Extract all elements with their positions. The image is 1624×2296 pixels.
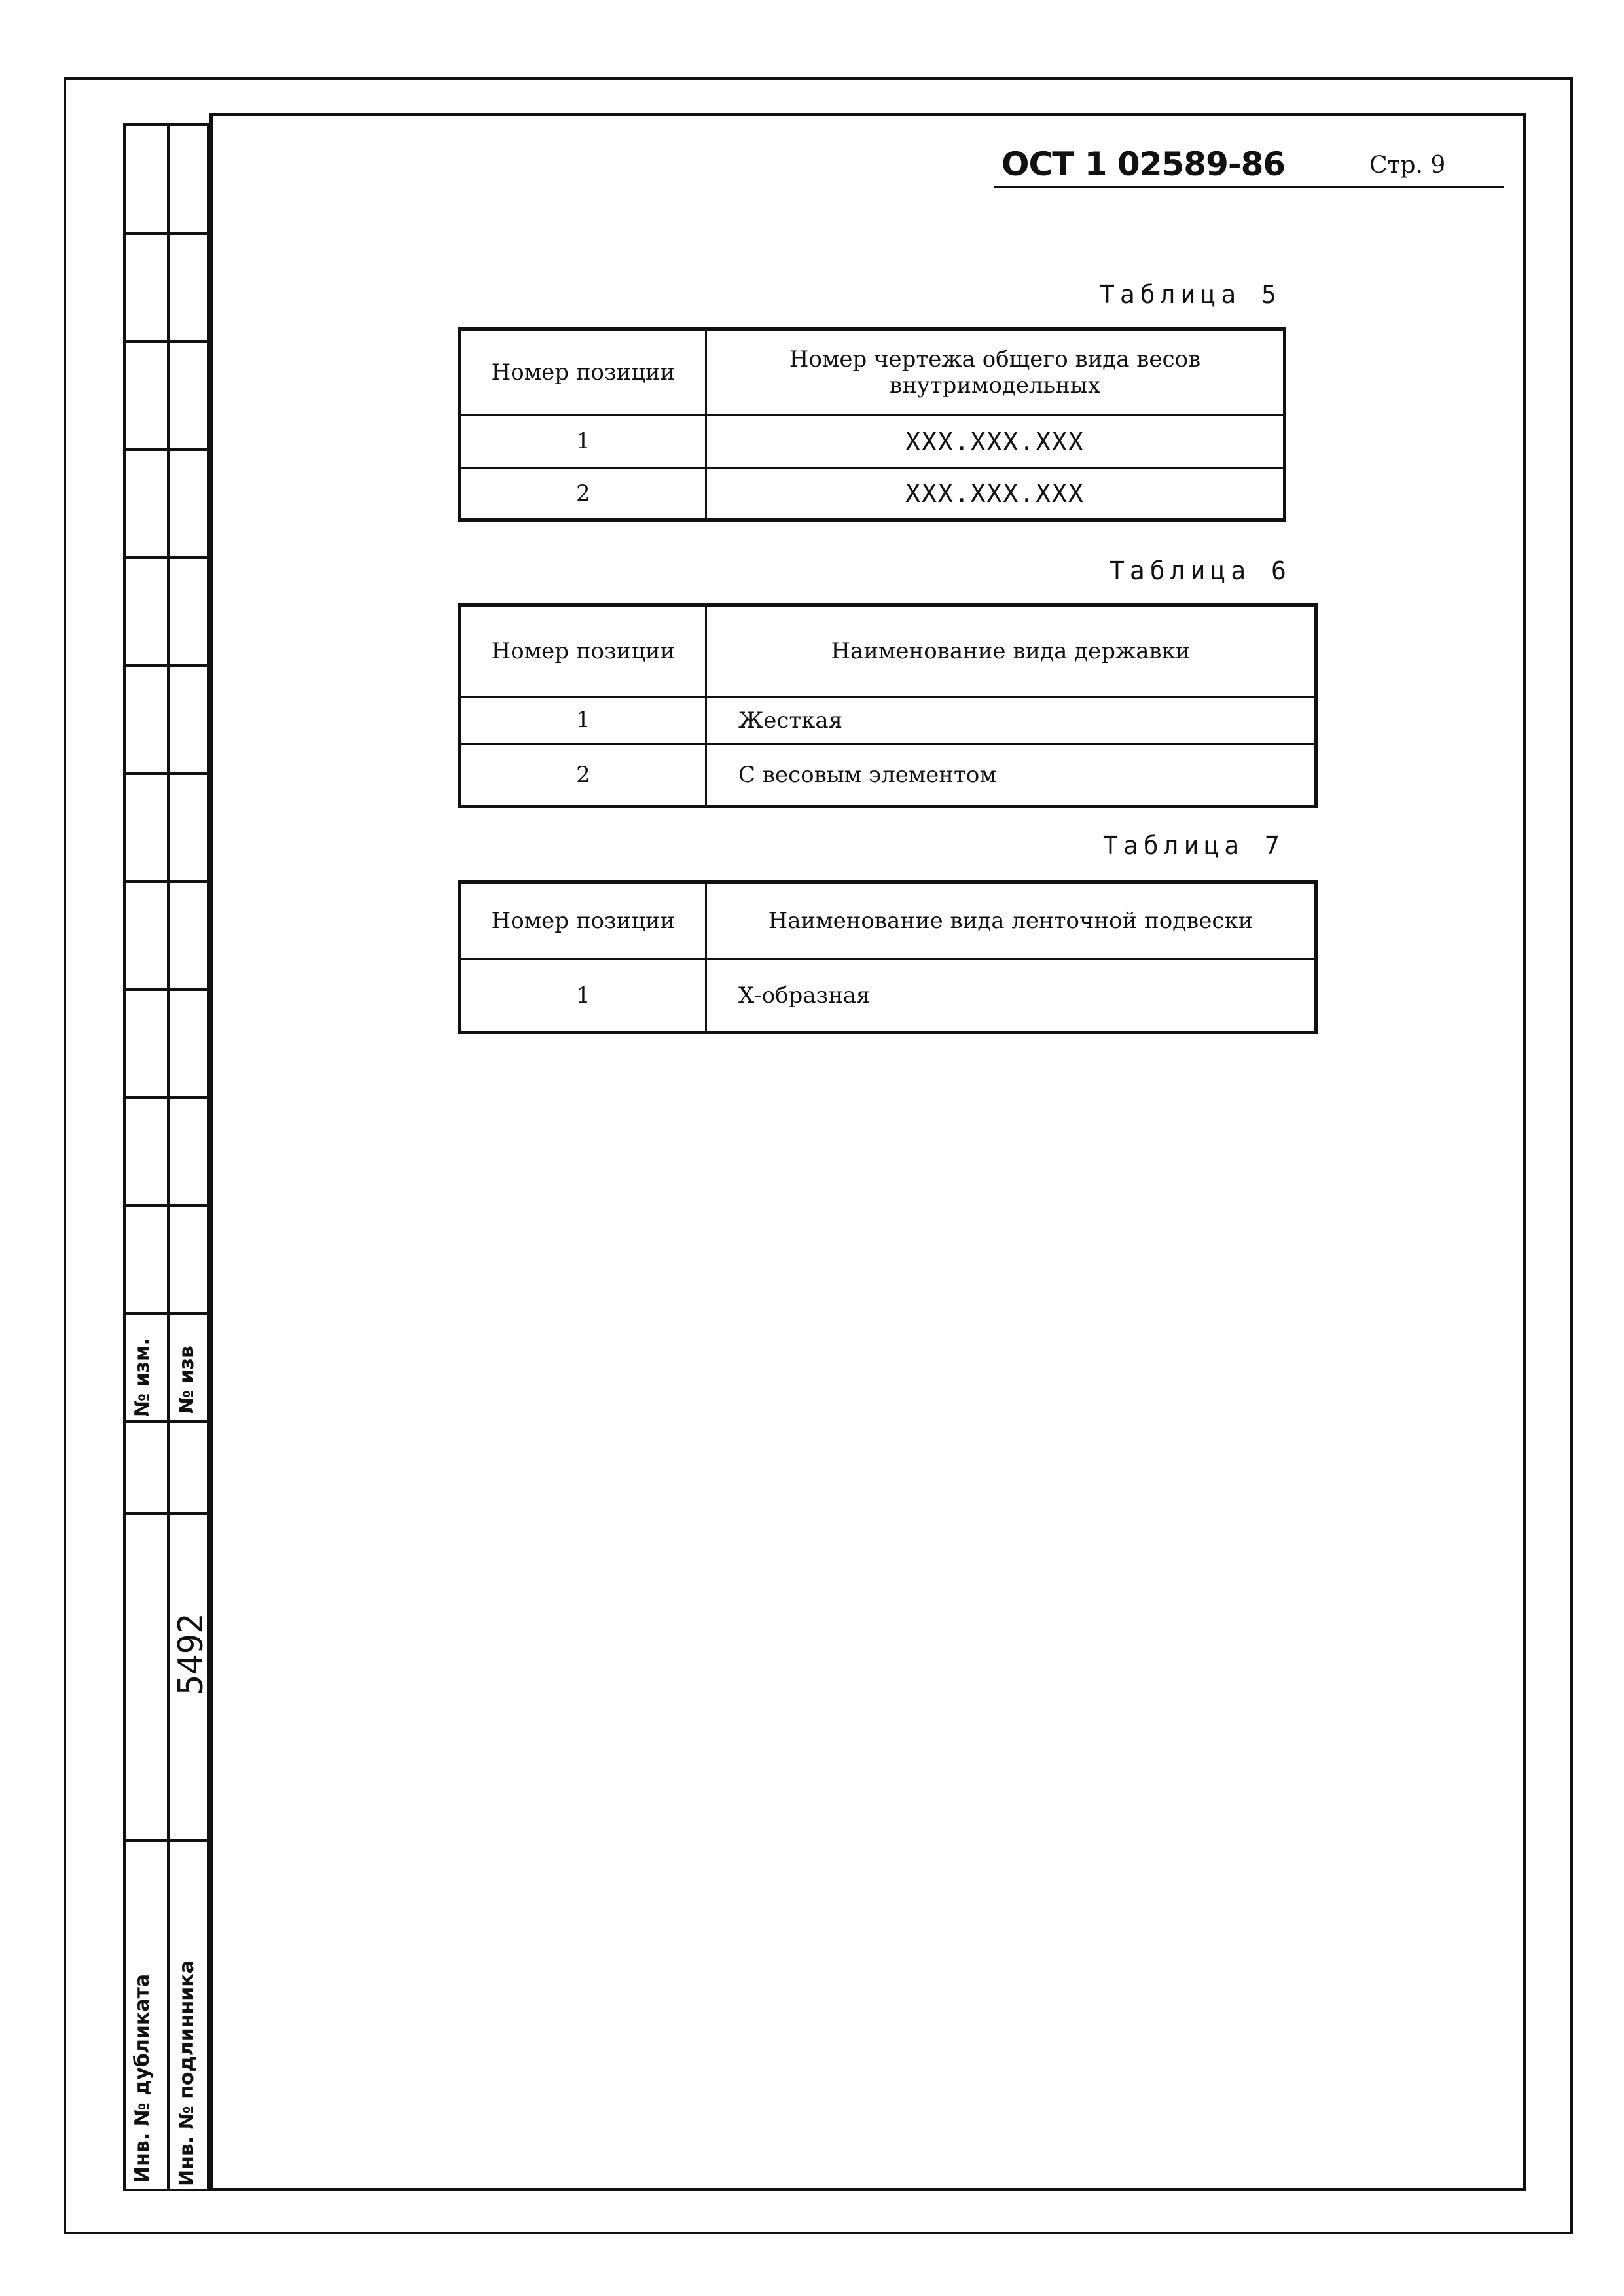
table-7-caption: Таблица 7 xyxy=(1103,831,1285,860)
inventory-number: 5492 xyxy=(171,1613,211,1695)
table-row xyxy=(460,697,1316,744)
document-code: ОСТ 1 02589-86 xyxy=(1001,145,1286,183)
table-header-row xyxy=(460,882,1316,960)
side-strip xyxy=(123,123,209,2191)
izv-label: № изв xyxy=(175,1346,198,1414)
col-pos-header: Номер позиции xyxy=(460,329,706,416)
row-pos: 2 xyxy=(460,468,706,520)
table-header-row xyxy=(460,329,1285,416)
side-cell-divider xyxy=(123,340,209,343)
side-cell-divider xyxy=(123,1312,209,1315)
row-name: ХХХ.ХХХ.ХХХ xyxy=(706,468,1285,520)
side-cell-divider xyxy=(123,988,209,991)
table-5 xyxy=(458,327,1286,522)
table-row xyxy=(460,744,1316,807)
side-cell-divider xyxy=(123,232,209,235)
orig-label: Инв. № подлинника xyxy=(175,1960,198,2186)
col-pos-header: Номер позиции xyxy=(460,605,706,697)
side-cell-divider xyxy=(123,880,209,883)
row-name: Жесткая xyxy=(706,697,1316,744)
side-cell-divider xyxy=(123,448,209,451)
col-pos-header: Номер позиции xyxy=(460,882,706,960)
side-cell-divider xyxy=(123,1096,209,1099)
row-pos: 1 xyxy=(460,697,706,744)
col-name-header: Наименование вида ленточной подвески xyxy=(706,882,1316,960)
table-7 xyxy=(458,880,1318,1034)
side-cell-divider xyxy=(123,556,209,559)
row-pos: 1 xyxy=(460,960,706,1033)
row-name: ХХХ.ХХХ.ХХХ xyxy=(706,416,1285,468)
table-row xyxy=(460,416,1285,468)
table-row xyxy=(460,960,1316,1033)
table-header-row xyxy=(460,605,1316,697)
table-5-caption: Таблица 5 xyxy=(1100,280,1282,309)
side-cell-divider xyxy=(123,664,209,667)
row-name: Х-образная xyxy=(706,960,1316,1033)
table-6-caption: Таблица 6 xyxy=(1110,556,1291,585)
table-row xyxy=(460,468,1285,520)
row-pos: 1 xyxy=(460,416,706,468)
side-cell-divider xyxy=(123,772,209,775)
col-name-header: Номер чертежа общего вида весов внутримодельных xyxy=(706,329,1285,416)
side-cell-divider xyxy=(123,1839,209,1842)
row-name: С весовым элементом xyxy=(706,744,1316,807)
side-strip-divider xyxy=(167,123,170,2191)
row-pos: 2 xyxy=(460,744,706,807)
col-name-header: Наименование вида державки xyxy=(706,605,1316,697)
side-cell-divider xyxy=(123,1204,209,1207)
side-cell-divider xyxy=(123,1420,209,1423)
table-6 xyxy=(458,603,1318,808)
izm-label: № изм. xyxy=(131,1338,154,1417)
dup-label: Инв. № дубликата xyxy=(131,1973,154,2183)
side-cell-divider xyxy=(123,1512,209,1515)
header-rule xyxy=(994,186,1504,188)
page-number: Стр. 9 xyxy=(1369,152,1446,179)
